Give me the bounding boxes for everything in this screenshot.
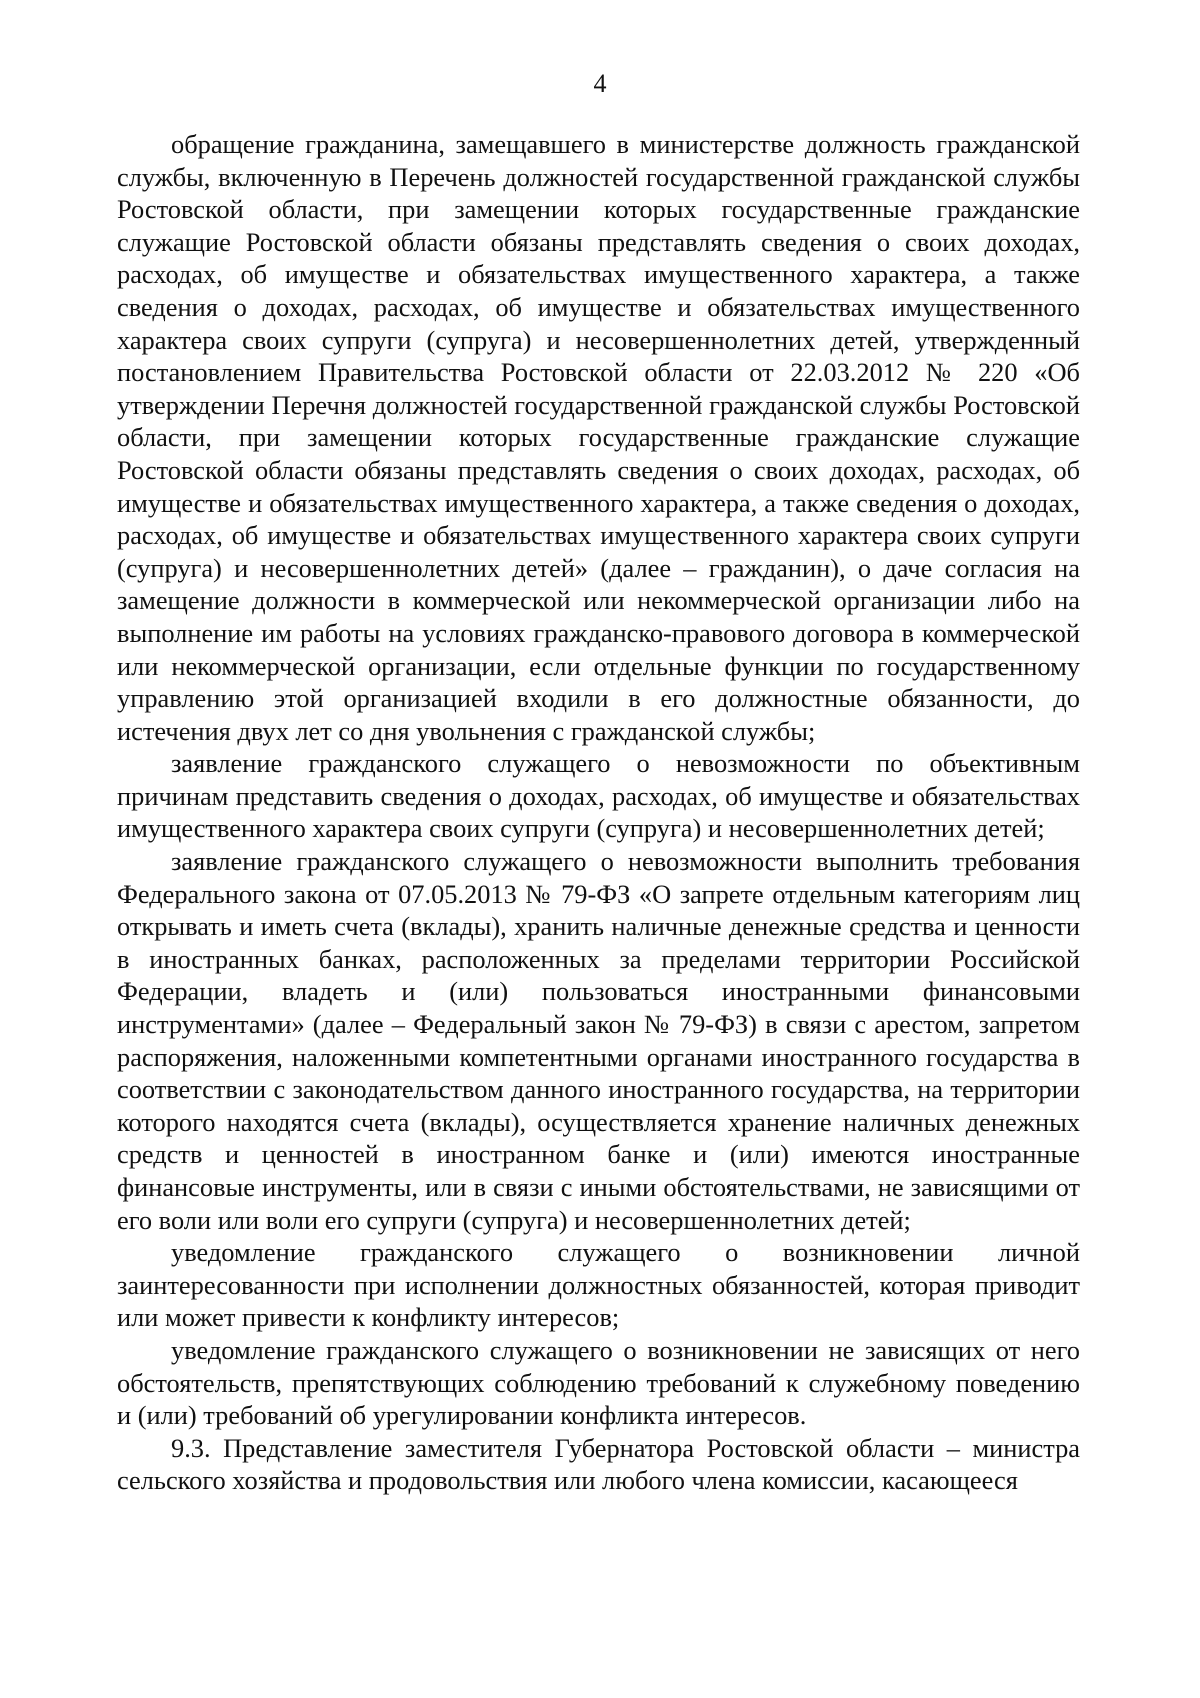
paragraph-citizen-request: обращение гражданина, замещавшего в министерстве должность гражданской службы, включенную в Перечень должностей государственной гражданской службы Ростовской области, при замещении которых государственные гражданские служащие Ростовской области обязаны представлять сведения о своих доходах, расходах, об имуществе и обязательствах имущественного характера, а также сведения о доходах, расходах, об имуществе и обязательствах имущественного характера своих супруги (супруга) и несовершеннолетних детей, утвержденный постановлением Правительства Ростовской области от 22.03.2012 № 220 «Об утверждении Перечня должностей государственной гражданской службы Ростовской области, при замещении которых государственные гражданские служащие Ростовской области обязаны представлять сведения о своих доходах, расходах, об имуществе и обязательствах имущественного характера, а также сведения о доходах, расходах, об имуществе и обязательствах имущественного характера своих супруги (супруга) и несовершеннолетних детей» (далее – гражданин), о даче согласия на замещение должности в коммерческой или некоммерческой организации либо на выполнение им работы на условиях гражданско-правового договора в коммерческой или некоммерческой организации, если отдельные функции по государственному управлению этой организацией входили в его должностные обязанности, до истечения двух лет со дня увольнения с гражданской службы; [117, 129, 1080, 746]
document-body [117, 128, 1080, 1497]
paragraph-conflict-notice: уведомление гражданского служащего о возникновении личной заинтересованности при исполнении должностных обязанностей, которая приводит или может привести к конфликту интересов; [117, 1237, 1080, 1333]
paragraph-income-statement: заявление гражданского служащего о невозможности по объективным причинам представить сведения о доходах, расходах, об имуществе и обязательствах имущественного характера своих супруги (супруга) и несовершеннолетних детей; [117, 748, 1080, 844]
paragraph-section-9-3: 9.3. Представление заместителя Губернатора Ростовской области – министра сельского хозяйства и продовольствия или любого члена комиссии, касающееся [117, 1432, 1080, 1496]
paragraph-federal-law-statement: заявление гражданского служащего о невозможности выполнить требования Федерального закона от 07.05.2013 № 79-ФЗ «О запрете отдельным категориям лиц открывать и иметь счета (вклады), хранить наличные денежные средства и ценности в иностранных банках, расположенных за пределами территории Российской Федерации, владеть и (или) пользоваться иностранными финансовыми инструментами» (далее – Федеральный закон № 79-ФЗ) в связи с арестом, запретом распоряжения, наложенными компетентными органами иностранного государства в соответствии с законодательством данного иностранного государства, на территории которого находятся счета (вклады), осуществляется хранение наличных денежных средств и ценностей в иностранном банке и (или) имеются иностранные финансовые инструменты, или в связи с иными обстоятельствами, не зависящими от его воли или воли его супруги (супруга) и несовершеннолетних детей; [117, 846, 1080, 1235]
paragraph-circumstances-notice: уведомление гражданского служащего о возникновении не зависящих от него обстоятельств, препятствующих соблюдению требований к служебному поведению и (или) требований об урегулировании конфликта интересов. [117, 1334, 1080, 1431]
page-number: 4 [593, 69, 607, 98]
